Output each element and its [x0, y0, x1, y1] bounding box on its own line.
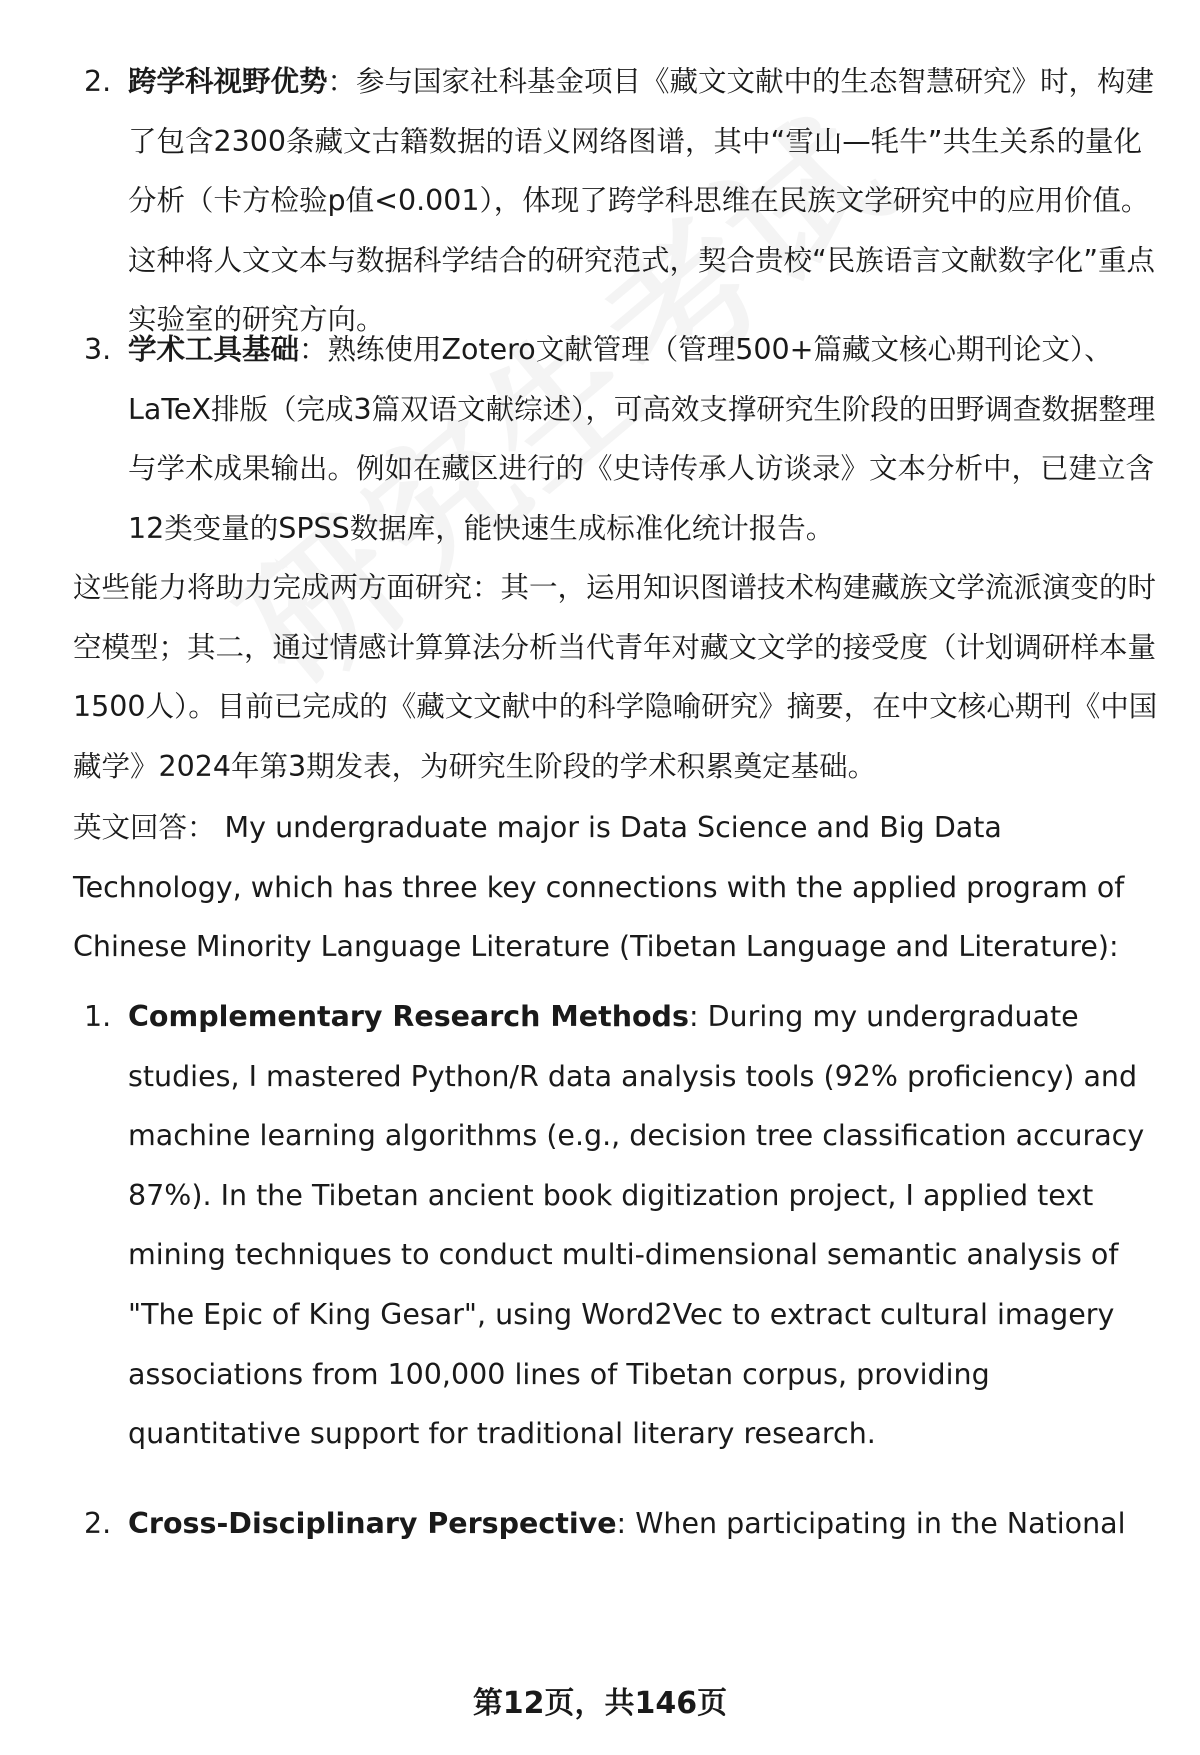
list-item-text: : When participating in the National: [616, 1507, 1126, 1540]
list-item-en-2: [128, 1494, 1163, 1554]
list-item-title: Cross-Disciplinary Perspective: [128, 1507, 617, 1540]
list-number-en-2: 2.: [84, 1507, 112, 1540]
list-item-cn-2: [128, 52, 1163, 350]
paragraph-en-intro: 英文回答： My undergraduate major is Data Science and Big Data Technology, which has three key connections with the applied program of Chinese Minority Language Literature (Tibetan Language and Literature):: [73, 811, 1125, 964]
list-number-en-1: 1.: [84, 1000, 112, 1033]
paragraph-cn-summary: 这些能力将助力完成两方面研究：其一，运用知识图谱技术构建藏族文学流派演变的时空模型；其二，通过情感计算算法分析当代青年对藏文文学的接受度（计划调研样本量1500人）。目前已完成的《藏文文献中的科学隐喻研究》摘要，在中文核心期刊《中国藏学》2024年第3期发表，为研究生阶段的学术积累奠定基础。: [73, 571, 1158, 783]
list-item-text: ：参与国家社科基金项目《藏文文献中的生态智慧研究》时，构建了包含2300条藏文古籍数据的语义网络图谱，其中“雪山—牦牛”共生关系的量化分析（卡方检验p值<0.001），体现了跨学科思维在民族文学研究中的应用价值。这种将人文文本与数据科学结合的研究范式，契合贵校“民族语言文献数字化”重点实验室的研究方向。: [128, 65, 1156, 337]
list-item-cn-3: [128, 320, 1163, 558]
list-item-title: 学术工具基础: [128, 333, 300, 366]
list-number-cn-2: 2.: [84, 65, 112, 98]
list-item-text: : During my undergraduate studies, I mastered Python/R data analysis tools (92% proficiency) and machine learning algorithms (e.g., decision tree classification accuracy 87%). In the Tibetan ancient book digitization project, I applied text mining techniques to conduct multi-dimensional semantic analysis of "The Epic of King Gesar", using Word2Vec to extract cultural imagery associations from 100,000 lines of Tibetan corpus, providing quantitative support for traditional literary research.: [128, 1000, 1145, 1451]
list-number-cn-3: 3.: [84, 333, 112, 366]
list-item-text: ：熟练使用Zotero文献管理（管理500+篇藏文核心期刊论文）、LaTeX排版（完成3篇双语文献综述），可高效支撑研究生阶段的田野调查数据整理与学术成果输出。例如在藏区进行的《史诗传承人访谈录》文本分析中，已建立含12类变量的SPSS数据库，能快速生成标准化统计报告。: [128, 333, 1156, 545]
page-footer: 第12页，共146页: [472, 1686, 728, 1721]
list-item-en-1: [128, 987, 1163, 1464]
list-item-title: 跨学科视野优势: [128, 65, 328, 98]
list-item-title: Complementary Research Methods: [128, 1000, 689, 1033]
